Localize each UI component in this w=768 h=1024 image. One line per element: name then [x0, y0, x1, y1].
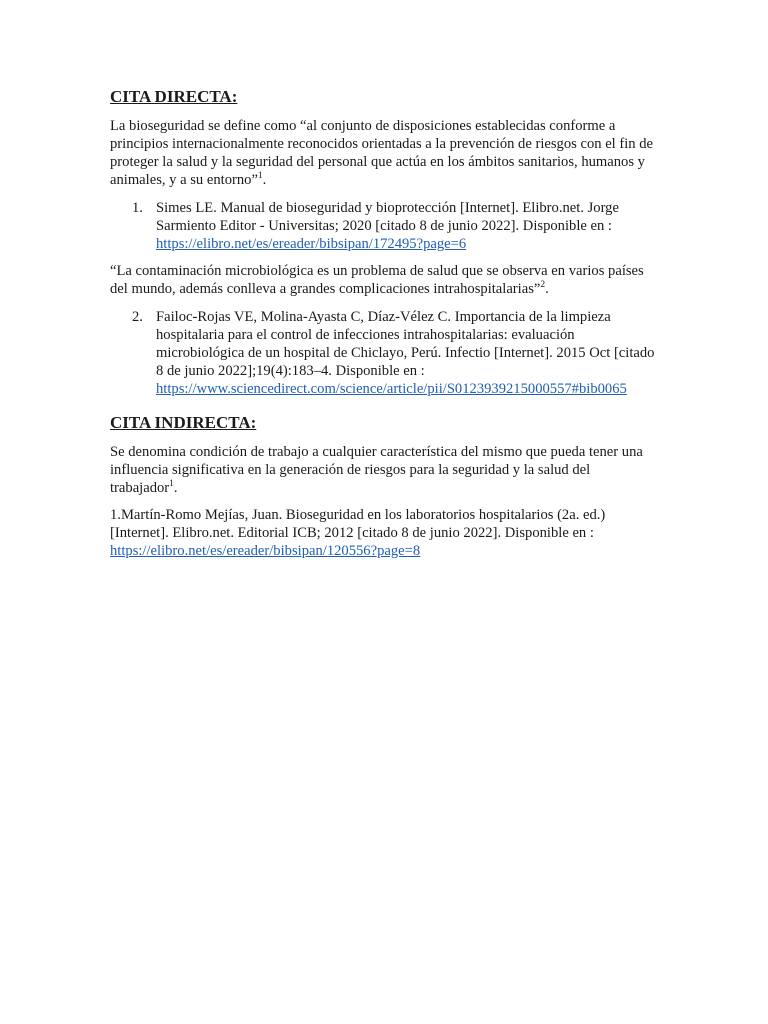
reference-number: 2.	[132, 309, 143, 325]
reference-link-3[interactable]: https://elibro.net/es/ereader/bibsipan/120556?page=8	[110, 543, 421, 559]
paragraph-text: La bioseguridad se define como “al conjunto de disposiciones establecidas conforme a principios internacionalmente reconocidos orientadas a la prevención de riesgos con el fin de proteger la salud y la seguridad del personal que actúa en los ámbitos sanitarios, humanos y animales, y a su entorno”	[110, 118, 654, 188]
paragraph-end: .	[173, 480, 178, 496]
reference-item-2	[110, 308, 658, 398]
heading-cita-indirecta: CITA INDIRECTA:	[110, 413, 257, 432]
reference-list-1	[110, 199, 658, 253]
paragraph-end: .	[545, 281, 549, 297]
reference-list-2	[110, 308, 658, 398]
citation-superscript: 1	[257, 171, 263, 182]
paragraph-text: Se denomina condición de trabajo a cualquier característica del mismo que pueda tener una influencia significativa en la generación de riesgos para la seguridad y la salud del trabajador	[110, 444, 643, 496]
reference-text: Simes LE. Manual de bioseguridad y bioprotección [Internet]. Elibro.net. Jorge Sarmiento Editor - Universitas; 2020 [citado 8 de junio 2022]. Disponible en :	[156, 200, 619, 234]
citation-superscript: 2	[540, 280, 546, 291]
reference-item-1	[110, 199, 658, 253]
reference-text: Failoc-Rojas VE, Molina-Ayasta C, Díaz-Vélez C. Importancia de la limpieza hospitalaria para el control de infecciones intrahospitalarias: evaluación microbiológica de un hospital de Chiclayo, Perú. Infectio [Internet]. 2015 Oct [citado 8 de junio 2022];19(4):183–4. Disponible en :	[156, 309, 655, 379]
direct-quote-paragraph-1	[110, 117, 658, 189]
reference-link-1[interactable]: https://elibro.net/es/ereader/bibsipan/172495?page=6	[156, 236, 467, 252]
reference-link-2[interactable]: https://www.sciencedirect.com/science/article/pii/S0123939215000557#bib0065	[156, 381, 627, 397]
direct-quote-paragraph-2	[110, 262, 658, 298]
paragraph-end: .	[262, 172, 267, 188]
heading-cita-directa: CITA DIRECTA:	[110, 87, 238, 106]
reference-text: 1.Martín-Romo Mejías, Juan. Bioseguridad en los laboratorios hospitalarios (2a. ed.) [Internet]. Elibro.net. Editorial ICB; 2012 [citado 8 de junio 2022]. Disponible en :	[110, 507, 606, 541]
citation-superscript: 1	[169, 479, 174, 490]
paragraph-text: “La contaminación microbiológica es un problema de salud que se observa en varios países del mundo, además conlleva a grandes complicaciones intrahospitalarias”	[110, 263, 644, 297]
indirect-reference	[110, 506, 658, 560]
indirect-quote-paragraph	[110, 443, 658, 497]
reference-number: 1.	[132, 200, 143, 216]
document-body	[110, 86, 658, 569]
